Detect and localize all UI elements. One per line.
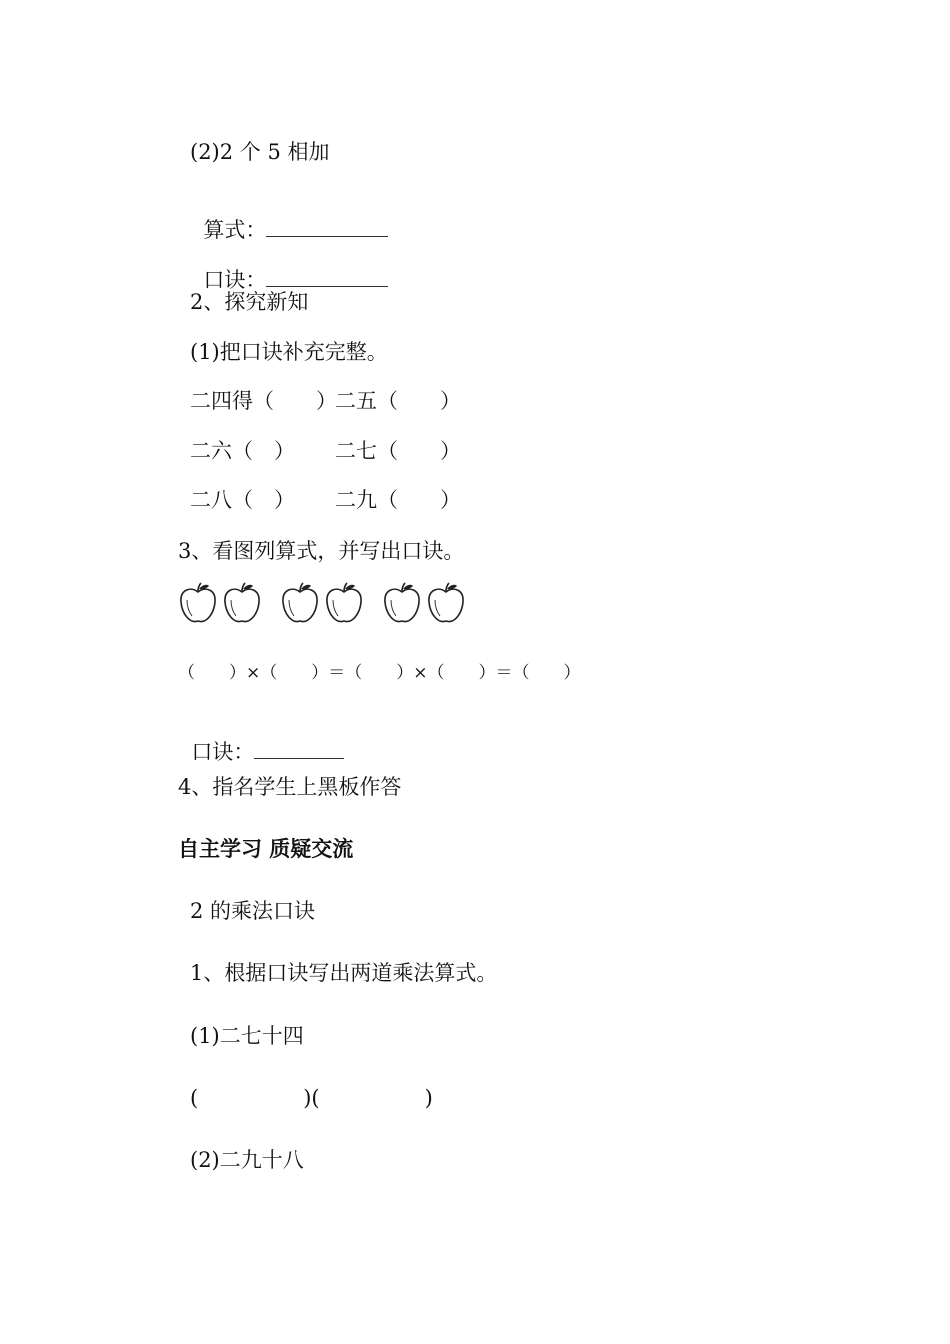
self-study-q1a: (1)二七十四 bbox=[190, 1024, 304, 1048]
rhyme-row-3-right: 二九（ ） bbox=[335, 488, 461, 512]
apple-icon bbox=[280, 580, 320, 626]
self-study-heading: 自主学习 质疑交流 bbox=[178, 837, 354, 861]
apple-icon bbox=[426, 580, 466, 626]
rhyme-label bbox=[190, 238, 388, 294]
rhyme-row-2-left: 二六（ ） bbox=[190, 439, 295, 463]
equation-row: （ ）×（ ）＝（ ）×（ ）＝（ ） bbox=[178, 663, 581, 683]
apple-group bbox=[178, 580, 478, 628]
self-study-q1: 1、根据口诀写出两道乘法算式。 bbox=[190, 961, 498, 985]
formula-blank[interactable] bbox=[266, 216, 388, 237]
rhyme-row-1-right: 二五（ ） bbox=[335, 389, 461, 413]
section-3-rhyme-blank[interactable] bbox=[254, 738, 344, 759]
rhyme-row-1-left: 二四得（ ） bbox=[190, 389, 337, 413]
formula-label bbox=[190, 188, 388, 244]
section-3-rhyme-label: 口诀： bbox=[191, 740, 255, 764]
rhyme-row-2-right: 二七（ ） bbox=[335, 439, 461, 463]
self-study-q1a-blanks: ( )( ) bbox=[190, 1086, 433, 1110]
item-2-title: (2)2 个 5 相加 bbox=[190, 140, 330, 164]
rhyme-row-3-left: 二八（ ） bbox=[190, 488, 295, 512]
section-2-sub1: (1)把口诀补充完整。 bbox=[190, 340, 388, 364]
self-study-q1b: (2)二九十八 bbox=[190, 1148, 304, 1172]
self-study-topic: 2 的乘法口诀 bbox=[190, 899, 316, 923]
rhyme-blank[interactable] bbox=[266, 266, 388, 287]
formula-label-text: 算式： bbox=[203, 218, 267, 242]
apple-icon bbox=[324, 580, 364, 626]
rhyme-label-text: 口诀： bbox=[203, 268, 267, 292]
apple-icon bbox=[222, 580, 262, 626]
section-2-title: 2、探究新知 bbox=[190, 290, 309, 314]
section-3-rhyme bbox=[178, 710, 344, 766]
apple-icon bbox=[382, 580, 422, 626]
section-3-title: 3、看图列算式，并写出口诀。 bbox=[178, 539, 465, 563]
section-4-title: 4、指名学生上黑板作答 bbox=[178, 775, 402, 799]
apple-icon bbox=[178, 580, 218, 626]
